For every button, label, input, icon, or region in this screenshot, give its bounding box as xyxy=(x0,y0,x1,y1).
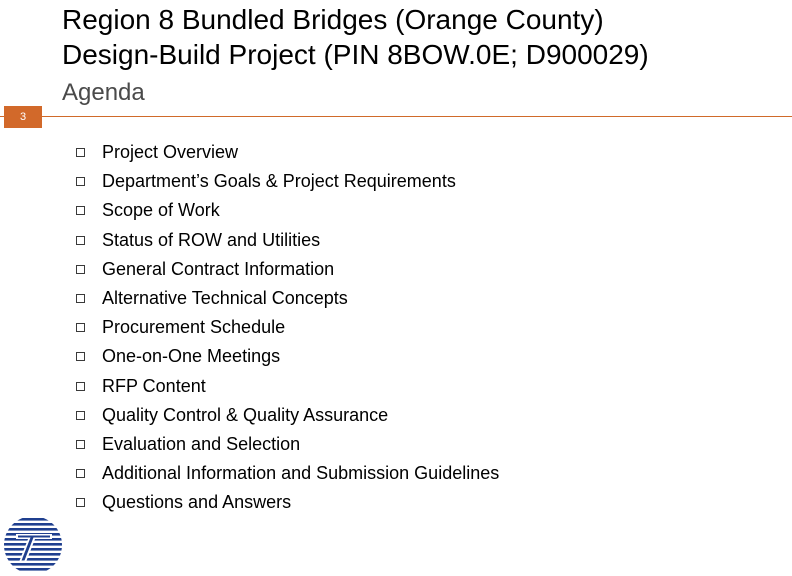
agenda-item-label: Questions and Answers xyxy=(102,492,292,513)
agenda-item xyxy=(76,459,499,488)
square-bullet-icon xyxy=(76,440,85,449)
nysdot-logo-icon xyxy=(2,514,64,576)
agenda-item xyxy=(76,313,499,342)
agenda-item-label: Procurement Schedule xyxy=(102,317,286,338)
agenda-item-label: Alternative Technical Concepts xyxy=(102,288,348,309)
square-bullet-icon xyxy=(76,323,85,332)
agenda-item-label: Scope of Work xyxy=(102,200,220,221)
agenda-list xyxy=(76,138,499,517)
square-bullet-icon xyxy=(76,382,85,391)
agenda-item xyxy=(76,138,499,167)
square-bullet-icon xyxy=(76,294,85,303)
agenda-item xyxy=(76,430,499,459)
agenda-item-label: RFP Content xyxy=(102,375,206,396)
agenda-item-label: Quality Control & Quality Assurance xyxy=(102,404,389,425)
square-bullet-icon xyxy=(76,498,85,507)
agenda-item-label: Department’s Goals & Project Requirements xyxy=(102,171,456,192)
agenda-item xyxy=(76,167,499,196)
agenda-item xyxy=(76,401,499,430)
square-bullet-icon xyxy=(76,177,85,186)
agenda-item xyxy=(76,226,499,255)
slide-title-line-2: Design-Build Project (PIN 8BOW.0E; D900029) xyxy=(62,39,649,70)
agenda-item-label: Additional Information and Submission Guidelines xyxy=(102,463,500,484)
slide-number-badge: 3 xyxy=(4,106,42,128)
agenda-item xyxy=(76,255,499,284)
agenda-item-label: General Contract Information xyxy=(102,258,335,279)
square-bullet-icon xyxy=(76,265,85,274)
agenda-item xyxy=(76,342,499,371)
agenda-item-label: Evaluation and Selection xyxy=(102,433,301,454)
agenda-item xyxy=(76,196,499,225)
header-divider xyxy=(0,116,792,117)
agenda-item xyxy=(76,372,499,401)
agenda-item xyxy=(76,284,499,313)
square-bullet-icon xyxy=(76,411,85,420)
square-bullet-icon xyxy=(76,469,85,478)
slide-title xyxy=(62,2,782,72)
agenda-item-label: One-on-One Meetings xyxy=(102,346,281,367)
slide-title-line-1: Region 8 Bundled Bridges (Orange County) xyxy=(62,4,604,35)
agenda-item xyxy=(76,488,499,517)
square-bullet-icon xyxy=(76,236,85,245)
square-bullet-icon xyxy=(76,148,85,157)
slide-subtitle: Agenda xyxy=(62,79,145,106)
square-bullet-icon xyxy=(76,206,85,215)
square-bullet-icon xyxy=(76,352,85,361)
agenda-item-label: Project Overview xyxy=(102,142,239,163)
agenda-item-label: Status of ROW and Utilities xyxy=(102,229,321,250)
